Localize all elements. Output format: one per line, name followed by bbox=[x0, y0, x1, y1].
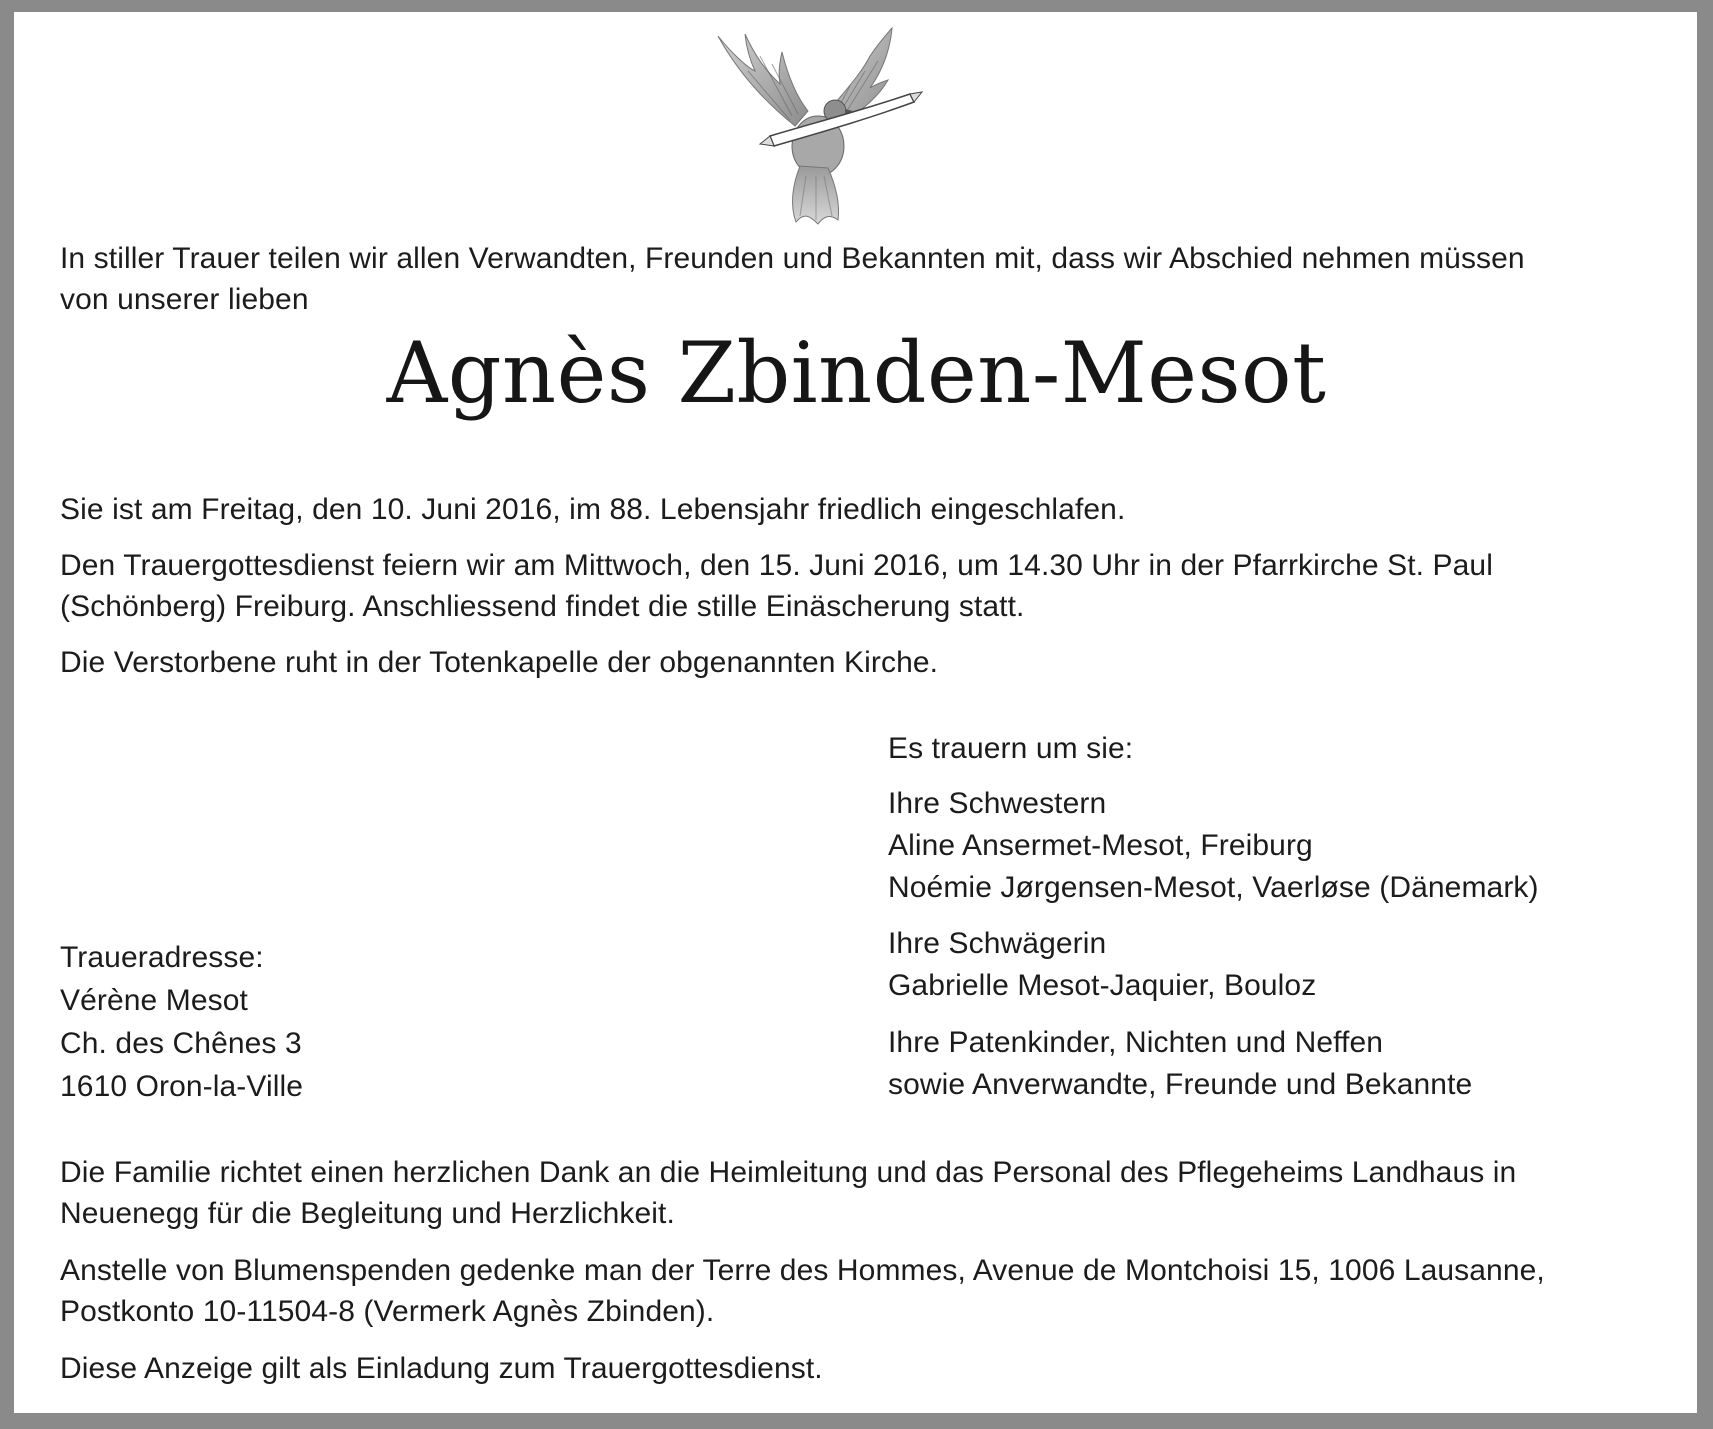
resting-text: Die Verstorbene ruht in der Totenkapelle der obgenannten Kirche. bbox=[60, 646, 939, 679]
godchildren-line: Ihre Patenkinder, Nichten und Neffen bbox=[888, 1026, 1384, 1059]
donation-line-1: Anstelle von Blumenspenden gedenke man der Terre des Hommes, Avenue de Montchoisi 15, 1006 Lausanne, bbox=[60, 1254, 1545, 1287]
sister-in-law-label: Ihre Schwägerin bbox=[888, 927, 1107, 960]
intro-line-1: In stiller Trauer teilen wir allen Verwandten, Freunden und Bekannten mit, dass wir Abschied nehmen müssen bbox=[60, 242, 1525, 275]
donation-line-2: Postkonto 10-11504-8 (Vermerk Agnès Zbinden). bbox=[60, 1295, 715, 1328]
thanks-line-2: Neuenegg für die Begleitung und Herzlichkeit. bbox=[60, 1197, 675, 1230]
dove-icon bbox=[700, 16, 950, 226]
passing-text: Sie ist am Freitag, den 10. Juni 2016, im 88. Lebensjahr friedlich eingeschlafen. bbox=[60, 493, 1126, 526]
mourners-heading: Es trauern um sie: bbox=[888, 732, 1134, 765]
address-name: Vérène Mesot bbox=[60, 984, 248, 1017]
deceased-name: Agnès Zbinden-Mesot bbox=[386, 324, 1327, 422]
service-line-2: (Schönberg) Freiburg. Anschliessend findet die stille Einäscherung statt. bbox=[60, 590, 1025, 623]
address-street: Ch. des Chênes 3 bbox=[60, 1027, 302, 1060]
sister-in-law: Gabrielle Mesot-Jaquier, Bouloz bbox=[888, 969, 1317, 1002]
closing-text: Diese Anzeige gilt als Einladung zum Trauergottesdienst. bbox=[60, 1352, 823, 1385]
service-line-1: Den Trauergottesdienst feiern wir am Mittwoch, den 15. Juni 2016, um 14.30 Uhr in der Pfarrkirche St. Paul bbox=[60, 549, 1493, 582]
sister-2: Noémie Jørgensen-Mesot, Vaerløse (Dänemark) bbox=[888, 871, 1539, 904]
address-label: Traueradresse: bbox=[60, 941, 264, 974]
others-line: sowie Anverwandte, Freunde und Bekannte bbox=[888, 1068, 1473, 1101]
sister-1: Aline Ansermet-Mesot, Freiburg bbox=[888, 829, 1313, 862]
thanks-line-1: Die Familie richtet einen herzlichen Dank an die Heimleitung und das Personal des Pflegeheims Landhaus in bbox=[60, 1156, 1517, 1189]
intro-line-2: von unserer lieben bbox=[60, 283, 309, 316]
address-city: 1610 Oron-la-Ville bbox=[60, 1070, 304, 1103]
sisters-label: Ihre Schwestern bbox=[888, 787, 1107, 820]
